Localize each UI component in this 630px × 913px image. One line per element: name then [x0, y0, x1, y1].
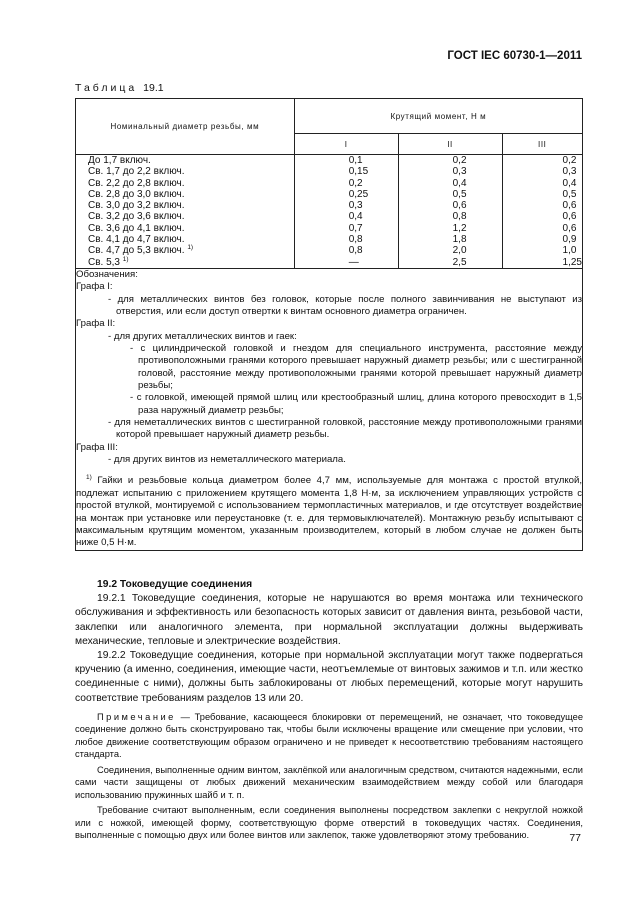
row-value: 0,2 — [348, 177, 363, 189]
row-diameter: Св. 4,7 до 5,3 включ. $^{1)}$ — [88, 244, 194, 257]
note-text: — Требование, касающееся блокировки от перемещений, не означает, что токоведущее соединение должно быть сконструировано так, чтобы были исключены вращение или смещение при условии, что любое движение соответствующим образом ограничено и не приведет к несоответствию требованиям настоящего стандарта. — [75, 711, 583, 760]
col-header-2: II — [398, 134, 502, 155]
row-value: 0,15 — [348, 166, 369, 178]
torque-header: Крутящий момент, Н м — [294, 99, 582, 134]
row-value: 1,0 — [562, 245, 577, 257]
row-value: — — [348, 256, 359, 268]
row-value: 0,8 — [348, 234, 363, 246]
section-title: 19.2 Токоведущие соединения — [97, 579, 253, 590]
row-value: 0,8 — [452, 211, 467, 223]
row-value: 2,5 — [452, 256, 467, 268]
row-value: 0,4 — [562, 177, 577, 189]
page-number: 77 — [569, 832, 581, 844]
row-value: 0,2 — [562, 155, 577, 166]
row-value: 1,25 — [562, 256, 582, 268]
row-value: 0,3 — [562, 166, 577, 178]
row-value: 0,6 — [562, 200, 577, 212]
graph-2-item-2: - с головкой, имеющей прямой шлиц или крестообразный шлиц, длина которого превосходит в 1,5 раза наружный диаметр резьбы; — [130, 392, 582, 416]
row-diameter: Св. 2,8 до 3,0 включ. — [88, 188, 185, 200]
row-value: 0,25 — [348, 188, 369, 200]
row-value: 1,2 — [452, 222, 467, 234]
graph-2-item-3: - для неметаллических винтов с шестигранной головкой, расстояние между противоположными гранями которой превышает наружный диаметр резьбы. — [108, 417, 582, 441]
page-header: ГОСТ IEC 60730-1—2011 — [447, 50, 582, 62]
row-value: 0,4 — [452, 177, 467, 189]
section-19-2 — [75, 578, 583, 842]
row-value: 0,4 — [348, 211, 363, 223]
row-diameter: Св. 2,2 до 2,8 включ. — [88, 177, 185, 189]
torque-table — [75, 98, 583, 551]
table-values — [76, 155, 583, 269]
graph-1-text: - для металлических винтов без головок, которые после полного завинчивания не выступают из отверстия, или если доступ отвертки к винтам основного диаметра ограничен. — [108, 293, 582, 317]
row-value: 0,3 — [348, 200, 363, 212]
graph-3-label: Графа III: — [76, 441, 118, 453]
paragraph-19-2-1: 19.2.1 Токоведущие соединения, которые не нарушаются во время монтажа или технического обслуживания и эффективность или безопасность которых зависит от давления винта, резьбовой части, заклепки или аналогичного элемента, при нормальной эксплуатации должны выдерживать механические, тепловые и электрические воздействия. — [75, 593, 583, 647]
paragraph-19-2-2: 19.2.2 Токоведущие соединения, которые при нормальной эксплуатации могут также подвергаться кручению (а именно, соединения, имеющие части, неотъемлемые от винтовых зажимов и т.п. или жестко соединенные с ними), должны быть заблокированы от любых перемещений, которые могут нарушить соответствие требованиям разделов 13 или 20. — [75, 650, 583, 704]
graph-2-text: - для других металлических винтов и гаек: — [108, 330, 297, 342]
row-value: 0,5 — [562, 188, 577, 200]
note-label: Примечание — [97, 711, 176, 722]
row-value: 0,6 — [562, 211, 577, 223]
row-diameter: Св. 5,3 $^{1)}$ — [88, 255, 129, 268]
graph-2-item-1: - с цилиндрической головкой и гнездом для специального инструмента, расстояние между противоположными гранями которого превышает наружный диаметр резьбы; или с шестигранной головой, расстояние между противоположными гранями которой превышает наружный диаметр резьбы; — [130, 343, 582, 392]
row-diameter: Св. 1,7 до 2,2 включ. — [88, 166, 185, 178]
col-diameter-header: Номинальный диаметр резьбы, мм — [76, 99, 295, 155]
row-value: 0,3 — [452, 166, 467, 178]
row-value: 0,1 — [348, 155, 363, 166]
row-value: 2,0 — [452, 245, 467, 257]
row-diameter: Св. 3,0 до 3,2 включ. — [88, 200, 185, 212]
row-diameter: Св. 4,1 до 4,7 включ. — [88, 234, 185, 246]
paragraph-requirement: Требование считают выполненным, если соединения выполнены посредством заклепки с некруглой ножкой или с ножкой, имеющей форму, соответствующую форме отверстий в токоведущих частях. Соединения, выполненные с помощью двух или более винтов или заклепок, также удовлетворяют этому требованию. — [75, 805, 583, 841]
table-notes — [76, 268, 583, 550]
row-value: 0,8 — [348, 245, 363, 257]
paragraph-reliable: Соединения, выполненные одним винтом, заклёпкой или аналогичным средством, считаются надежными, если сами части защищены от любых движений механическим взаимодействием между собой или благодаря использованию пружинных шайб и т. п. — [75, 764, 583, 800]
row-value: 0,2 — [452, 155, 467, 166]
graph-3-text: - для других винтов из неметаллического материала. — [108, 454, 346, 466]
row-value: 0,9 — [562, 234, 577, 246]
notes-title: Обозначения: — [76, 268, 138, 280]
graph-2-label: Графа II: — [76, 318, 116, 330]
table-footnote: $^{1)}$ Гайки и резьбовые кольца диаметром более 4,7 мм, используемые для монтажа с простой втулкой, подлежат испытанию с приложением крутящего момента 1,8 Н·м, за исключением управляющих устройств с простой втулкой, монтируемой с использованием термопластичных материалов, и где отсутствует воздействие на монтаж при установке или переустановке (т. е. для термовыключателей). Монтажную резьбу испытывают с максимальным крутящим моментом, указанным производителем, который в любом случае не должен быть ниже 0,5 Н·м. — [76, 474, 583, 549]
note — [75, 711, 583, 761]
row-diameter: Св. 3,2 до 3,6 включ. — [88, 211, 185, 223]
row-diameter: Св. 3,6 до 4,1 включ. — [88, 222, 185, 234]
row-value: 0,6 — [452, 200, 467, 212]
table-caption: Таблица 19.1 — [75, 82, 164, 94]
row-value: 0,6 — [562, 222, 577, 234]
row-value: 0,7 — [348, 222, 363, 234]
row-value: 1,8 — [452, 234, 467, 246]
col-header-1: I — [294, 134, 398, 155]
col-header-3: III — [502, 134, 582, 155]
row-diameter: До 1,7 включ. — [88, 155, 151, 166]
row-value: 0,5 — [452, 188, 467, 200]
graph-1-label: Графа I: — [76, 281, 113, 293]
